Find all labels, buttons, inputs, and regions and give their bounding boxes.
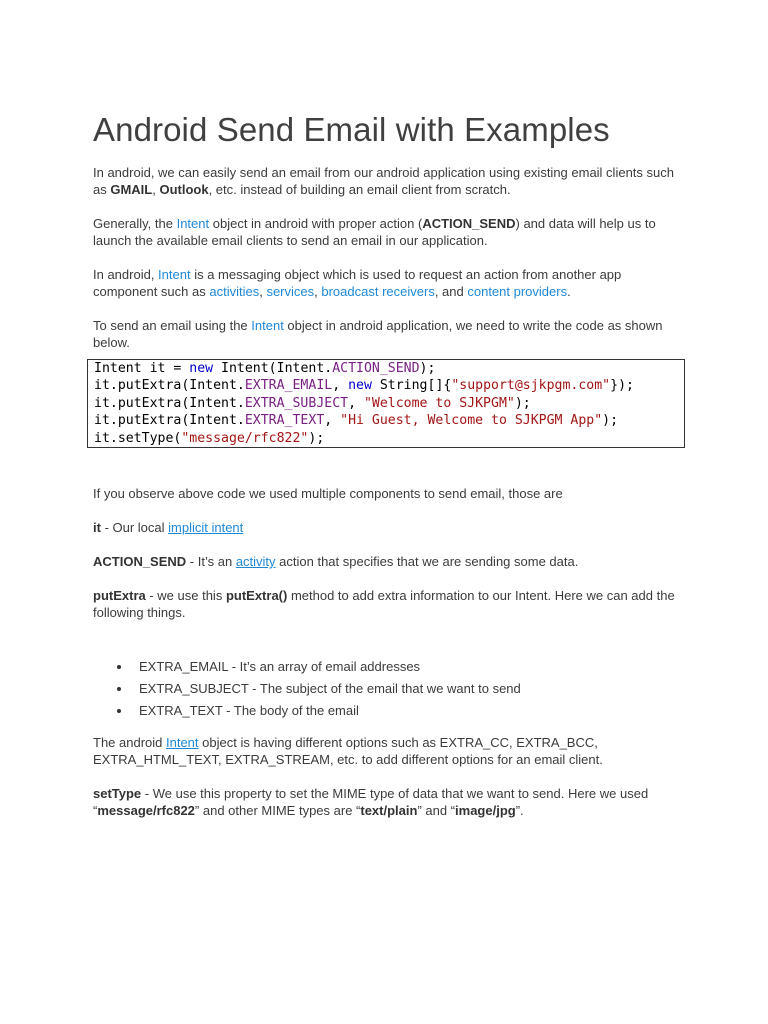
activities-link[interactable]: activities [209, 284, 260, 299]
options-paragraph: The android Intent object is having different options such as EXTRA_CC, EXTRA_BCC, EXTRA_HTML_TEXT, EXTRA_STREAM, etc. to add different options for an email client. [93, 735, 603, 768]
list-item: EXTRA_SUBJECT - The subject of the email that we want to send [139, 678, 683, 700]
intent-messaging-paragraph: In android, Intent is a messaging object which is used to request an action from another app component such as activities, services, broadcast receivers, and content providers. [93, 267, 622, 299]
code-intro-paragraph: To send an email using the Intent object in android application, we need to write the code as shown below. [93, 318, 663, 350]
outlook-bold: Outlook [159, 182, 209, 197]
action-send-bold: ACTION_SEND [422, 216, 516, 231]
implicit-intent-link[interactable]: implicit intent [168, 520, 244, 536]
code-block [87, 359, 685, 448]
broadcast-receivers-link[interactable]: broadcast receivers [321, 284, 435, 299]
extras-list [93, 656, 683, 722]
components-paragraph: If you observe above code we used multiple components to send email, those are [93, 486, 563, 502]
intent-link[interactable]: Intent [158, 267, 191, 282]
code-line-1: Intent it = new Intent(Intent.ACTION_SEND); [94, 361, 436, 376]
intent-link[interactable]: Intent [176, 216, 210, 231]
gmail-bold: GMAIL [110, 182, 153, 197]
action-send-paragraph: ACTION_SEND - It’s an activity action that specifies that we are sending some data. [93, 554, 579, 570]
list-item: EXTRA_TEXT - The body of the email [139, 700, 683, 722]
putextra-paragraph: putExtra - we use this putExtra() method to add extra information to our Intent. Here we can add the following things. [93, 588, 675, 621]
activity-link[interactable]: activity [235, 554, 276, 570]
page-title: Android Send Email with Examples [93, 111, 610, 148]
it-paragraph: it - Our local implicit intent [93, 520, 244, 536]
document-page [93, 108, 683, 819]
intent-action-paragraph: Generally, the Intent object in android with proper action (ACTION_SEND) and data will help us to launch the available email clients to send an email in our application. [93, 216, 656, 248]
code-line-2: it.putExtra(Intent.EXTRA_EMAIL, new String[]{"support@sjkpgm.com"}); [94, 378, 634, 394]
settype-paragraph: setType - We use this property to set the MIME type of data that we want to send. Here we used “message/rfc822” and other MIME types are “text/plain” and “image/jpg”. [93, 786, 649, 819]
services-link[interactable]: services [266, 284, 315, 299]
intro-paragraph: In android, we can easily send an email from our android application using existing email clients such as GMAIL, Outlook, etc. instead of building an email client from scratch. [93, 165, 674, 197]
list-item: EXTRA_EMAIL - It’s an array of email addresses [139, 656, 683, 678]
code-line-4: it.putExtra(Intent.EXTRA_TEXT, "Hi Guest, Welcome to SJKPGM App"); [94, 413, 619, 429]
code-line-3: it.putExtra(Intent.EXTRA_SUBJECT, "Welcome to SJKPGM"); [94, 395, 531, 411]
code-line-5: it.setType("message/rfc822"); [94, 430, 325, 446]
content-providers-link[interactable]: content providers [467, 284, 568, 299]
intent-link[interactable]: Intent [251, 318, 284, 333]
intent-link[interactable]: Intent [166, 735, 199, 751]
